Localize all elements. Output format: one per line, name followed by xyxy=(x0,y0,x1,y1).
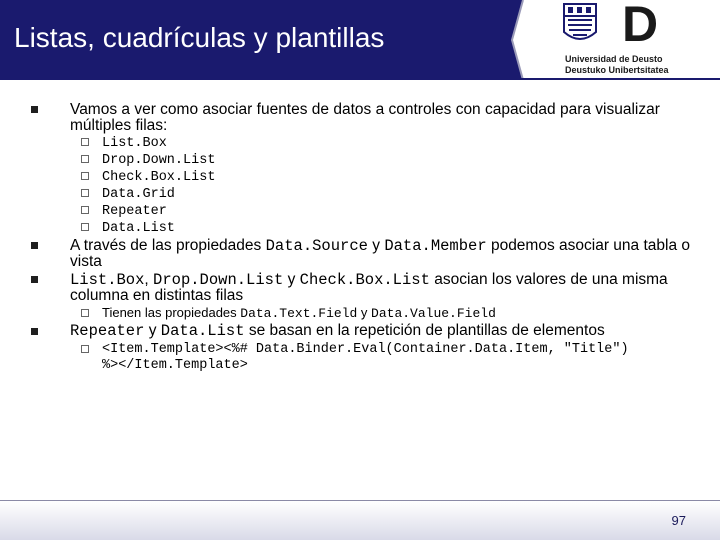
template-code-line-1: <Item.Template><%# Data.Binder.Eval(Container.Data.Item, "Title") xyxy=(102,342,629,357)
control-item: List.Box xyxy=(102,136,167,151)
sub-bullet-square-icon xyxy=(81,189,89,197)
sub-bullet-square-icon xyxy=(81,206,89,214)
page-number: 97 xyxy=(671,513,686,528)
template-code-line-2: %></Item.Template> xyxy=(102,358,248,373)
sub-bullet-square-icon xyxy=(81,223,89,231)
control-item: Check.Box.List xyxy=(102,170,216,185)
bullet-3-line-1: List.Box, Drop.Down.List y Check.Box.List asocian los valores de una misma xyxy=(70,271,668,289)
logo-university-name: Universidad de Deusto xyxy=(565,54,663,64)
logo-university-name-basque: Deustuko Unibertsitatea xyxy=(565,65,669,75)
sub-bullet-square-icon xyxy=(81,345,89,353)
bullet-square-icon xyxy=(31,328,38,335)
control-item: Data.Grid xyxy=(102,187,175,202)
bullet-3-sub: Tienen las propiedades Data.Text.Field y Data.Value.Field xyxy=(102,305,496,321)
bullet-2-line-2: vista xyxy=(70,253,102,270)
bullet-2-line-1: A través de las propiedades Data.Source y Data.Member podemos asociar una tabla o xyxy=(70,237,690,255)
sub-bullet-square-icon xyxy=(81,309,89,317)
control-item: Repeater xyxy=(102,204,167,219)
bullet-1-line-2: múltiples filas: xyxy=(70,117,168,134)
sub-bullet-square-icon xyxy=(81,155,89,163)
bullet-4-line-1: Repeater y Data.List se basan en la repetición de plantillas de elementos xyxy=(70,322,605,340)
sub-bullet-square-icon xyxy=(81,138,89,146)
bullet-1-line-1: Vamos a ver como asociar fuentes de datos a controles con capacidad para visualizar xyxy=(70,101,660,118)
control-item: Data.List xyxy=(102,221,175,236)
bullet-square-icon xyxy=(31,106,38,113)
logo-letter: D xyxy=(622,0,659,52)
control-item: Drop.Down.List xyxy=(102,153,216,168)
bullet-square-icon xyxy=(31,242,38,249)
bullet-3-line-2: columna en distintas filas xyxy=(70,287,244,304)
bullet-square-icon xyxy=(31,276,38,283)
slide-footer xyxy=(0,501,720,540)
sub-bullet-square-icon xyxy=(81,172,89,180)
slide-title: Listas, cuadrículas y plantillas xyxy=(14,22,385,53)
